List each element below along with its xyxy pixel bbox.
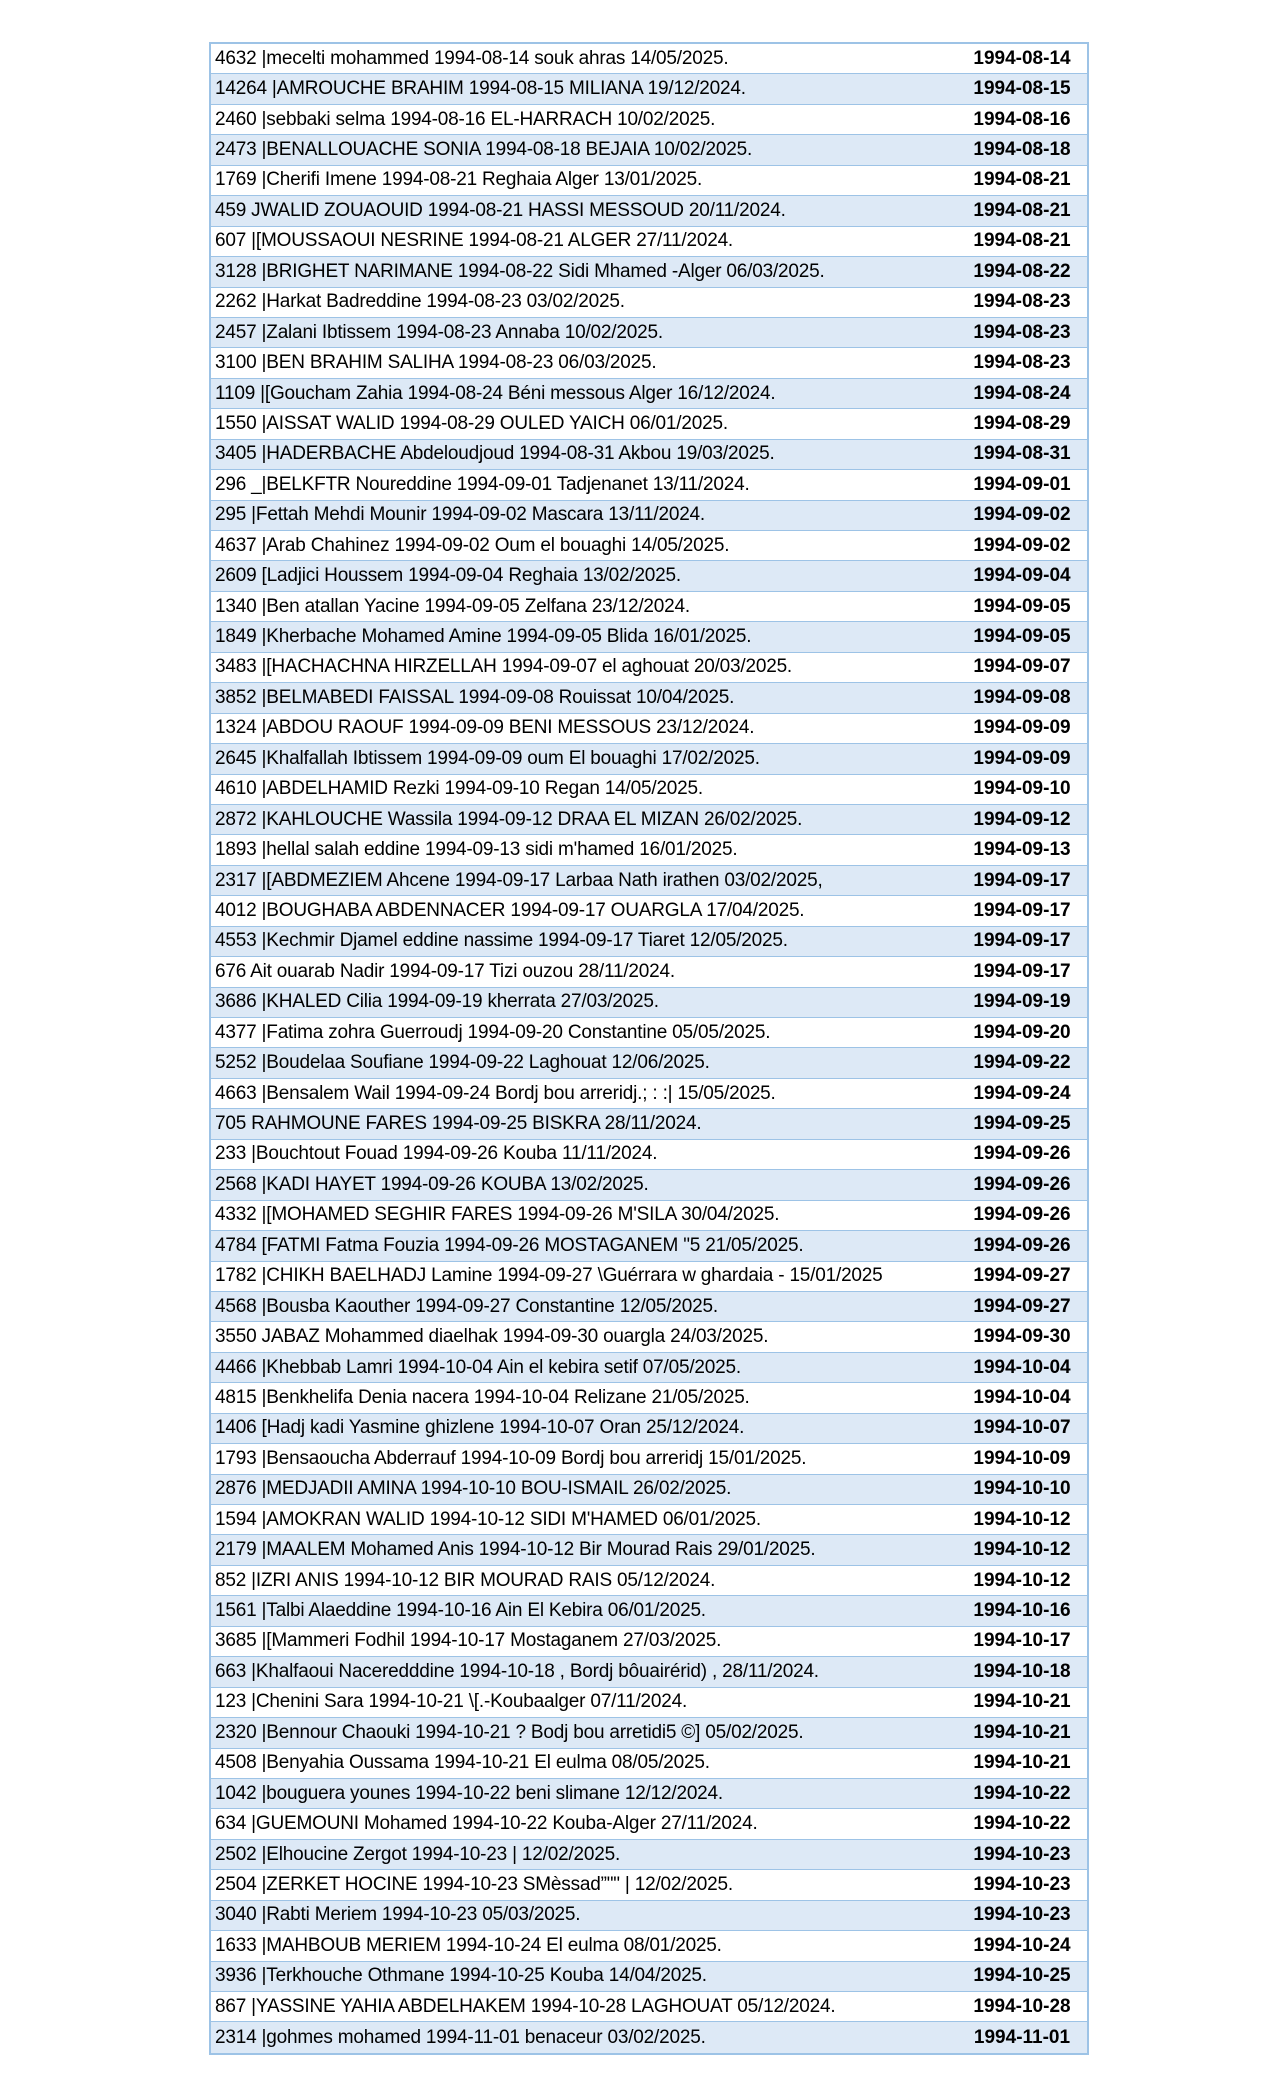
record-text-cell: 3686 |KHALED Cilia 1994-09-19 kherrata 27/03/2025.: [215, 991, 659, 1013]
table-row: [211, 348, 1087, 378]
table-row: [211, 988, 1087, 1018]
record-text-cell: 4632 |mecelti mohammed 1994-08-14 souk ahras 14/05/2025.: [215, 47, 729, 69]
birth-date-cell: 1994-10-21: [973, 1691, 1071, 1713]
table-row: [211, 1201, 1087, 1231]
table-row: [211, 135, 1087, 165]
record-text-cell: 1109 |[Goucham Zahia 1994-08-24 Béni messous Alger 16/12/2024.: [215, 382, 776, 404]
birth-date-cell: 1994-08-21: [973, 169, 1071, 191]
table-row: [211, 1627, 1087, 1657]
birth-date-cell: 1994-09-26: [973, 1143, 1071, 1165]
record-text-cell: 4784 [FATMI Fatma Fouzia 1994-09-26 MOSTAGANEM "5 21/05/2025.: [215, 1234, 804, 1256]
table-row: [211, 1079, 1087, 1109]
record-text-cell: 852 |IZRI ANIS 1994-10-12 BIR MOURAD RAIS 05/12/2024.: [215, 1569, 716, 1591]
birth-date-cell: 1994-10-12: [973, 1539, 1071, 1561]
birth-date-cell: 1994-09-24: [973, 1082, 1071, 1104]
record-text-cell: 296 _|BELKFTR Noureddine 1994-09-01 Tadjenanet 13/11/2024.: [215, 473, 750, 495]
birth-date-cell: 1994-09-30: [973, 1326, 1071, 1348]
record-text-cell: 3100 |BEN BRAHIM SALIHA 1994-08-23 06/03/2025.: [215, 352, 657, 374]
birth-date-cell: 1994-10-10: [973, 1478, 1071, 1500]
record-text-cell: 459 JWALID ZOUAOUID 1994-08-21 HASSI MESSOUD 20/11/2024.: [215, 199, 786, 221]
record-text-cell: 607 |[MOUSSAOUI NESRINE 1994-08-21 ALGER 27/11/2024.: [215, 230, 734, 252]
record-text-cell: 1849 |Kherbache Mohamed Amine 1994-09-05 Blida 16/01/2025.: [215, 626, 752, 648]
birth-date-cell: 1994-08-21: [973, 199, 1071, 221]
birth-date-cell: 1994-10-12: [973, 1508, 1071, 1530]
table-row: [211, 1901, 1087, 1931]
birth-date-cell: 1994-08-29: [973, 412, 1071, 434]
birth-date-cell: 1994-09-02: [973, 534, 1071, 556]
record-text-cell: 2876 |MEDJADII AMINA 1994-10-10 BOU-ISMAIL 26/02/2025.: [215, 1478, 732, 1500]
table-row: [211, 2022, 1087, 2052]
record-text-cell: 233 |Bouchtout Fouad 1994-09-26 Kouba 11/11/2024.: [215, 1143, 658, 1165]
record-text-cell: 4568 |Bousba Kaouther 1994-09-27 Constantine 12/05/2025.: [215, 1295, 718, 1317]
birth-date-cell: 1994-09-26: [973, 1173, 1071, 1195]
record-text-cell: 295 |Fettah Mehdi Mounir 1994-09-02 Mascara 13/11/2024.: [215, 504, 706, 526]
table-row: [211, 1018, 1087, 1048]
birth-date-cell: 1994-10-17: [973, 1630, 1071, 1652]
table-row: [211, 1779, 1087, 1809]
record-text-cell: 2262 |Harkat Badreddine 1994-08-23 03/02/2025.: [215, 291, 625, 313]
table-row: [211, 1657, 1087, 1687]
table-row: [211, 1718, 1087, 1748]
record-text-cell: 2645 |Khalfallah Ibtissem 1994-09-09 oum El bouaghi 17/02/2025.: [215, 747, 760, 769]
record-text-cell: 867 |YASSINE YAHIA ABDELHAKEM 1994-10-28 LAGHOUAT 05/12/2024.: [215, 1995, 836, 2017]
record-text-cell: 1769 |Cherifi Imene 1994-08-21 Reghaia Alger 13/01/2025.: [215, 169, 703, 191]
birth-date-cell: 1994-09-19: [973, 991, 1071, 1013]
record-text-cell: 2473 |BENALLOUACHE SONIA 1994-08-18 BEJAIA 10/02/2025.: [215, 139, 753, 161]
record-text-cell: 1594 |AMOKRAN WALID 1994-10-12 SIDI M'HAMED 06/01/2025.: [215, 1508, 761, 1530]
record-text-cell: 634 |GUEMOUNI Mohamed 1994-10-22 Kouba-Alger 27/11/2024.: [215, 1813, 758, 1835]
table-row: [211, 1840, 1087, 1870]
birth-date-cell: 1994-08-16: [973, 108, 1071, 130]
birth-date-cell: 1994-09-05: [973, 626, 1071, 648]
record-text-cell: 2317 |[ABDMEZIEM Ahcene 1994-09-17 Larbaa Nath irathen 03/02/2025,: [215, 869, 823, 891]
birth-date-cell: 1994-10-21: [973, 1721, 1071, 1743]
table-row: [211, 1140, 1087, 1170]
record-text-cell: 705 RAHMOUNE FARES 1994-09-25 BISKRA 28/11/2024.: [215, 1113, 702, 1135]
table-row: [211, 1475, 1087, 1505]
record-text-cell: 4466 |Khebbab Lamri 1994-10-04 Ain el kebira setif 07/05/2025.: [215, 1356, 741, 1378]
table-row: [211, 1383, 1087, 1413]
table-row: [211, 501, 1087, 531]
birth-date-cell: 1994-08-14: [973, 47, 1071, 69]
table-row: [211, 775, 1087, 805]
record-text-cell: 3483 |[HACHACHNA HIRZELLAH 1994-09-07 el aghouat 20/03/2025.: [215, 656, 793, 678]
birth-date-cell: 1994-09-05: [973, 595, 1071, 617]
birth-date-cell: 1994-09-17: [973, 869, 1071, 891]
record-text-cell: 2320 |Bennour Chaouki 1994-10-21 ? Bodj bou arretidi5 ©] 05/02/2025.: [215, 1721, 804, 1743]
table-row: [211, 957, 1087, 987]
table-row: [211, 288, 1087, 318]
table-row: [211, 896, 1087, 926]
table-row: [211, 1353, 1087, 1383]
record-text-cell: 1893 |hellal salah eddine 1994-09-13 sidi m'hamed 16/01/2025.: [215, 839, 738, 861]
table-row: [211, 622, 1087, 652]
record-text-cell: 1042 |bouguera younes 1994-10-22 beni slimane 12/12/2024.: [215, 1782, 723, 1804]
table-row: [211, 866, 1087, 896]
birth-date-cell: 1994-10-22: [973, 1813, 1071, 1835]
birth-date-cell: 1994-09-13: [973, 839, 1071, 861]
birth-date-cell: 1994-10-23: [973, 1843, 1071, 1865]
record-text-cell: 14264 |AMROUCHE BRAHIM 1994-08-15 MILIANA 19/12/2024.: [215, 78, 746, 100]
birth-date-cell: 1994-10-25: [973, 1965, 1071, 1987]
record-text-cell: 2568 |KADI HAYET 1994-09-26 KOUBA 13/02/2025.: [215, 1173, 649, 1195]
record-text-cell: 1324 |ABDOU RAOUF 1994-09-09 BENI MESSOUS 23/12/2024.: [215, 717, 755, 739]
table-row: [211, 531, 1087, 561]
table-row: [211, 683, 1087, 713]
table-row: [211, 927, 1087, 957]
table-row: [211, 1596, 1087, 1626]
record-text-cell: 3685 |[Mammeri Fodhil 1994-10-17 Mostaganem 27/03/2025.: [215, 1630, 722, 1652]
table-row: [211, 1992, 1087, 2022]
record-text-cell: 4377 |Fatima zohra Guerroudj 1994-09-20 Constantine 05/05/2025.: [215, 1021, 771, 1043]
table-row: [211, 1262, 1087, 1292]
birth-date-cell: 1994-08-23: [973, 291, 1071, 313]
birth-date-cell: 1994-10-24: [973, 1934, 1071, 1956]
table-row: [211, 835, 1087, 865]
record-text-cell: 4012 |BOUGHABA ABDENNACER 1994-09-17 OUARGLA 17/04/2025.: [215, 899, 805, 921]
record-text-cell: 1561 |Talbi Alaeddine 1994-10-16 Ain El Kebira 06/01/2025.: [215, 1600, 706, 1622]
record-text-cell: 4332 |[MOHAMED SEGHIR FARES 1994-09-26 M'SILA 30/04/2025.: [215, 1204, 780, 1226]
table-row: [211, 1566, 1087, 1596]
birth-date-cell: 1994-10-04: [973, 1356, 1071, 1378]
table-row: [211, 714, 1087, 744]
record-text-cell: 2502 |Elhoucine Zergot 1994-10-23 | 12/02/2025.: [215, 1843, 621, 1865]
table-row: [211, 1749, 1087, 1779]
table-row: [211, 166, 1087, 196]
table-row: [211, 1931, 1087, 1961]
birth-date-cell: 1994-09-07: [973, 656, 1071, 678]
record-text-cell: 4815 |Benkhelifa Denia nacera 1994-10-04 Relizane 21/05/2025.: [215, 1386, 750, 1408]
birth-date-cell: 1994-10-04: [973, 1386, 1071, 1408]
table-row: [211, 1292, 1087, 1322]
table-row: [211, 1535, 1087, 1565]
birth-date-cell: 1994-08-23: [973, 321, 1071, 343]
record-text-cell: 4663 |Bensalem Wail 1994-09-24 Bordj bou arreridj.; : :| 15/05/2025.: [215, 1082, 776, 1104]
birth-date-cell: 1994-10-18: [973, 1660, 1071, 1682]
birth-date-cell: 1994-10-22: [973, 1782, 1071, 1804]
data-table: [209, 42, 1089, 2055]
table-row: [211, 227, 1087, 257]
birth-date-cell: 1994-09-20: [973, 1021, 1071, 1043]
record-text-cell: 4637 |Arab Chahinez 1994-09-02 Oum el bouaghi 14/05/2025.: [215, 534, 730, 556]
record-text-cell: 1406 [Hadj kadi Yasmine ghizlene 1994-10-07 Oran 25/12/2024.: [215, 1417, 745, 1439]
table-row: [211, 196, 1087, 226]
birth-date-cell: 1994-09-08: [973, 686, 1071, 708]
birth-date-cell: 1994-08-24: [973, 382, 1071, 404]
birth-date-cell: 1994-11-01: [973, 2026, 1071, 2048]
table-row: [211, 561, 1087, 591]
birth-date-cell: 1994-10-09: [973, 1447, 1071, 1469]
birth-date-cell: 1994-10-23: [973, 1873, 1071, 1895]
record-text-cell: 4610 |ABDELHAMID Rezki 1994-09-10 Regan 14/05/2025.: [215, 778, 703, 800]
table-row: [211, 1231, 1087, 1261]
table-row: [211, 1870, 1087, 1900]
birth-date-cell: 1994-10-28: [973, 1995, 1071, 2017]
record-text-cell: 2179 |MAALEM Mohamed Anis 1994-10-12 Bir Mourad Rais 29/01/2025.: [215, 1539, 816, 1561]
table-row: [211, 257, 1087, 287]
record-text-cell: 663 |Khalfaoui Naceredddine 1994-10-18 , Bordj bôuairérid) , 28/11/2024.: [215, 1660, 819, 1682]
record-text-cell: 1550 |AISSAT WALID 1994-08-29 OULED YAICH 06/01/2025.: [215, 412, 728, 434]
table-row: [211, 1414, 1087, 1444]
table-row: [211, 744, 1087, 774]
record-text-cell: 2872 |KAHLOUCHE Wassila 1994-09-12 DRAA EL MIZAN 26/02/2025.: [215, 808, 803, 830]
birth-date-cell: 1994-08-31: [973, 443, 1071, 465]
table-row: [211, 653, 1087, 683]
record-text-cell: 2609 [Ladjici Houssem 1994-09-04 Reghaia 13/02/2025.: [215, 565, 681, 587]
birth-date-cell: 1994-09-27: [973, 1295, 1071, 1317]
table-row: [211, 805, 1087, 835]
table-row: [211, 1444, 1087, 1474]
birth-date-cell: 1994-09-17: [973, 960, 1071, 982]
table-row: [211, 470, 1087, 500]
birth-date-cell: 1994-09-25: [973, 1113, 1071, 1135]
record-text-cell: 3040 |Rabti Meriem 1994-10-23 05/03/2025.: [215, 1904, 581, 1926]
record-text-cell: 1633 |MAHBOUB MERIEM 1994-10-24 El eulma 08/01/2025.: [215, 1934, 722, 1956]
birth-date-cell: 1994-10-07: [973, 1417, 1071, 1439]
birth-date-cell: 1994-08-15: [973, 78, 1071, 100]
birth-date-cell: 1994-09-02: [973, 504, 1071, 526]
table-row: [211, 1505, 1087, 1535]
record-text-cell: 4508 |Benyahia Oussama 1994-10-21 El eulma 08/05/2025.: [215, 1752, 710, 1774]
birth-date-cell: 1994-09-09: [973, 717, 1071, 739]
table-row: [211, 1170, 1087, 1200]
birth-date-cell: 1994-09-26: [973, 1234, 1071, 1256]
birth-date-cell: 1994-09-17: [973, 899, 1071, 921]
birth-date-cell: 1994-09-10: [973, 778, 1071, 800]
record-text-cell: 123 |Chenini Sara 1994-10-21 \[.-Koubaalger 07/11/2024.: [215, 1691, 688, 1713]
record-text-cell: 676 Ait ouarab Nadir 1994-09-17 Tizi ouzou 28/11/2024.: [215, 960, 675, 982]
table-row: [211, 1688, 1087, 1718]
table-row: [211, 592, 1087, 622]
birth-date-cell: 1994-08-22: [973, 260, 1071, 282]
table-row: [211, 1962, 1087, 1992]
birth-date-cell: 1994-09-04: [973, 565, 1071, 587]
table-row: [211, 1809, 1087, 1839]
table-row: [211, 318, 1087, 348]
birth-date-cell: 1994-08-21: [973, 230, 1071, 252]
birth-date-cell: 1994-08-23: [973, 352, 1071, 374]
record-text-cell: 2460 |sebbaki selma 1994-08-16 EL-HARRACH 10/02/2025.: [215, 108, 716, 130]
birth-date-cell: 1994-10-21: [973, 1752, 1071, 1774]
birth-date-cell: 1994-09-01: [973, 473, 1071, 495]
birth-date-cell: 1994-10-23: [973, 1904, 1071, 1926]
record-text-cell: 2457 |Zalani Ibtissem 1994-08-23 Annaba 10/02/2025.: [215, 321, 663, 343]
birth-date-cell: 1994-09-17: [973, 930, 1071, 952]
table-row: [211, 44, 1087, 74]
table-row: [211, 440, 1087, 470]
table-row: [211, 1322, 1087, 1352]
record-text-cell: 1340 |Ben atallan Yacine 1994-09-05 Zelfana 23/12/2024.: [215, 595, 690, 617]
record-text-cell: 3852 |BELMABEDI FAISSAL 1994-09-08 Rouissat 10/04/2025.: [215, 686, 735, 708]
record-text-cell: 1782 |CHIKH BAELHADJ Lamine 1994-09-27 \Guérrara w ghardaia - 15/01/2025: [215, 1265, 883, 1287]
record-text-cell: 4553 |Kechmir Djamel eddine nassime 1994-09-17 Tiaret 12/05/2025.: [215, 930, 788, 952]
birth-date-cell: 1994-09-26: [973, 1204, 1071, 1226]
birth-date-cell: 1994-08-18: [973, 139, 1071, 161]
birth-date-cell: 1994-09-12: [973, 808, 1071, 830]
record-text-cell: 3936 |Terkhouche Othmane 1994-10-25 Kouba 14/04/2025.: [215, 1965, 707, 1987]
birth-date-cell: 1994-10-16: [973, 1600, 1071, 1622]
birth-date-cell: 1994-10-12: [973, 1569, 1071, 1591]
birth-date-cell: 1994-09-09: [973, 747, 1071, 769]
record-text-cell: 3405 |HADERBACHE Abdeloudjoud 1994-08-31 Akbou 19/03/2025.: [215, 443, 775, 465]
record-text-cell: 1793 |Bensaoucha Abderrauf 1994-10-09 Bordj bou arreridj 15/01/2025.: [215, 1447, 807, 1469]
table-row: [211, 379, 1087, 409]
record-text-cell: 5252 |Boudelaa Soufiane 1994-09-22 Laghouat 12/06/2025.: [215, 1052, 710, 1074]
birth-date-cell: 1994-09-27: [973, 1265, 1071, 1287]
birth-date-cell: 1994-09-22: [973, 1052, 1071, 1074]
table-row: [211, 1048, 1087, 1078]
record-text-cell: 2314 |gohmes mohamed 1994-11-01 benaceur 03/02/2025.: [215, 2026, 706, 2048]
record-text-cell: 3550 JABAZ Mohammed diaelhak 1994-09-30 ouargla 24/03/2025.: [215, 1326, 769, 1348]
table-row: [211, 409, 1087, 439]
record-text-cell: 3128 |BRIGHET NARIMANE 1994-08-22 Sidi Mhamed -Alger 06/03/2025.: [215, 260, 825, 282]
table-row: [211, 74, 1087, 104]
table-row: [211, 1109, 1087, 1139]
table-row: [211, 105, 1087, 135]
record-text-cell: 2504 |ZERKET HOCINE 1994-10-23 SMèssad”"" | 12/02/2025.: [215, 1873, 733, 1895]
